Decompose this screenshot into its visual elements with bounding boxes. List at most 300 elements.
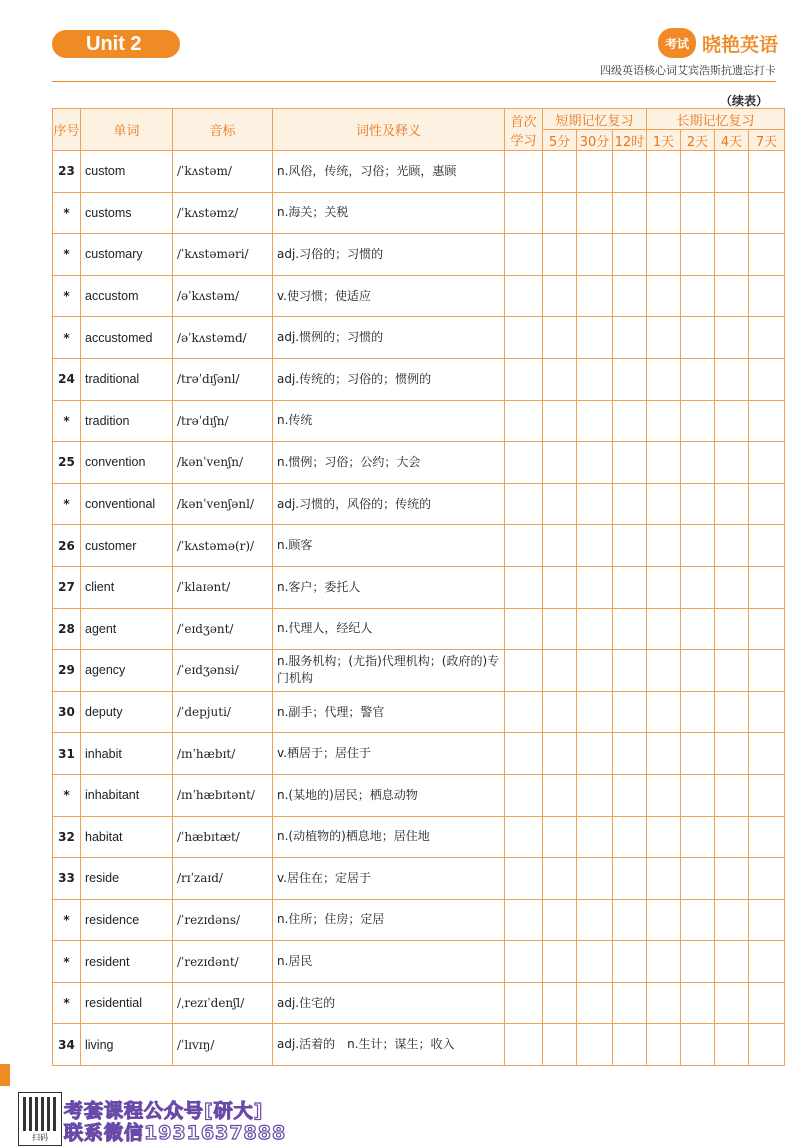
checkin-cell[interactable] <box>715 234 749 276</box>
header-divider <box>52 81 776 82</box>
header-interval: 12时 <box>613 130 647 151</box>
checkin-cell[interactable] <box>577 483 613 525</box>
checkin-cell[interactable] <box>647 442 681 484</box>
table-row <box>53 275 785 317</box>
checkin-cell[interactable] <box>543 234 577 276</box>
phonetic-text: /ˈlɪvɪŋ/ <box>173 1024 273 1066</box>
word-number: * <box>53 192 81 234</box>
checkin-cell[interactable] <box>715 608 749 650</box>
word-number: 25 <box>53 442 81 484</box>
checkin-cell[interactable] <box>543 650 577 692</box>
phonetic-text: /kənˈvenʃn/ <box>173 442 273 484</box>
word-text: agency <box>81 650 173 692</box>
unit-badge: Unit 2 <box>52 30 180 58</box>
definition-text: adj.住宅的 <box>273 982 505 1024</box>
checkin-cell[interactable] <box>613 151 647 193</box>
phonetic-text: /ɪnˈhæbɪtənt/ <box>173 774 273 816</box>
definition-text: n.惯例；习俗；公约；大会 <box>273 442 505 484</box>
definition-text: n.(某地的)居民；栖息动物 <box>273 774 505 816</box>
checkin-cell[interactable] <box>647 816 681 858</box>
checkin-cell[interactable] <box>505 400 543 442</box>
checkin-cell[interactable] <box>505 234 543 276</box>
checkin-cell[interactable] <box>715 982 749 1024</box>
checkin-cell[interactable] <box>613 483 647 525</box>
checkin-cell[interactable] <box>613 982 647 1024</box>
checkin-cell[interactable] <box>613 317 647 359</box>
table-row <box>53 234 785 276</box>
checkin-cell[interactable] <box>715 400 749 442</box>
checkin-cell[interactable] <box>715 733 749 775</box>
checkin-cell[interactable] <box>647 1024 681 1066</box>
header-short-term: 短期记忆复习 <box>543 109 647 130</box>
checkin-cell[interactable] <box>681 1024 715 1066</box>
checkin-cell[interactable] <box>715 192 749 234</box>
definition-text: n.海关；关税 <box>273 192 505 234</box>
checkin-cell[interactable] <box>681 525 715 567</box>
checkin-cell[interactable] <box>715 275 749 317</box>
checkin-cell[interactable] <box>613 192 647 234</box>
checkin-cell[interactable] <box>577 234 613 276</box>
checkin-cell[interactable] <box>577 442 613 484</box>
checkin-cell[interactable] <box>543 192 577 234</box>
definition-text: n.客户；委托人 <box>273 566 505 608</box>
checkin-cell[interactable] <box>715 816 749 858</box>
word-text: tradition <box>81 400 173 442</box>
checkin-cell[interactable] <box>577 691 613 733</box>
qr-label: 扫码 <box>32 1133 48 1142</box>
checkin-cell[interactable] <box>647 650 681 692</box>
checkin-cell[interactable] <box>715 151 749 193</box>
checkin-cell[interactable] <box>577 774 613 816</box>
definition-text: v.居住在；定居于 <box>273 858 505 900</box>
checkin-cell[interactable] <box>681 608 715 650</box>
checkin-cell[interactable] <box>613 358 647 400</box>
checkin-cell[interactable] <box>613 442 647 484</box>
checkin-cell[interactable] <box>749 650 785 692</box>
table-row <box>53 525 785 567</box>
checkin-cell[interactable] <box>505 442 543 484</box>
definition-text: n.顾客 <box>273 525 505 567</box>
phonetic-text: /ˈeɪdʒənt/ <box>173 608 273 650</box>
word-number: 28 <box>53 608 81 650</box>
definition-text: adj.习惯的，风俗的；传统的 <box>273 483 505 525</box>
checkin-cell[interactable] <box>613 816 647 858</box>
phonetic-text: /kənˈvenʃənl/ <box>173 483 273 525</box>
word-text: client <box>81 566 173 608</box>
checkin-cell[interactable] <box>577 1024 613 1066</box>
checkin-cell[interactable] <box>681 192 715 234</box>
checkin-cell[interactable] <box>647 733 681 775</box>
checkin-cell[interactable] <box>681 816 715 858</box>
checkin-cell[interactable] <box>577 733 613 775</box>
checkin-cell[interactable] <box>577 358 613 400</box>
checkin-cell[interactable] <box>505 317 543 359</box>
phonetic-text: /ˈrezɪdənt/ <box>173 941 273 983</box>
checkin-cell[interactable] <box>715 483 749 525</box>
checkin-cell[interactable] <box>613 1024 647 1066</box>
checkin-cell[interactable] <box>577 650 613 692</box>
table-row <box>53 691 785 733</box>
checkin-cell[interactable] <box>749 192 785 234</box>
checkin-cell[interactable] <box>715 858 749 900</box>
checkin-cell[interactable] <box>613 525 647 567</box>
checkin-cell[interactable] <box>505 192 543 234</box>
header-interval: 30分 <box>577 130 613 151</box>
word-text: accustom <box>81 275 173 317</box>
checkin-cell[interactable] <box>647 317 681 359</box>
definition-text: n.代理人，经纪人 <box>273 608 505 650</box>
checkin-cell[interactable] <box>505 816 543 858</box>
checkin-cell[interactable] <box>749 691 785 733</box>
checkin-cell[interactable] <box>715 774 749 816</box>
qr-code-icon <box>18 1092 62 1146</box>
word-text: living <box>81 1024 173 1066</box>
header-word: 单词 <box>81 109 173 151</box>
page-edge-tab <box>0 1064 10 1086</box>
checkin-cell[interactable] <box>543 358 577 400</box>
checkin-cell[interactable] <box>749 525 785 567</box>
checkin-cell[interactable] <box>543 483 577 525</box>
checkin-cell[interactable] <box>681 151 715 193</box>
phonetic-text: /ˈkʌstəməri/ <box>173 234 273 276</box>
checkin-cell[interactable] <box>647 691 681 733</box>
word-number: * <box>53 275 81 317</box>
checkin-cell[interactable] <box>577 982 613 1024</box>
checkin-cell[interactable] <box>715 899 749 941</box>
word-number: * <box>53 483 81 525</box>
checkin-cell[interactable] <box>681 733 715 775</box>
checkin-cell[interactable] <box>577 400 613 442</box>
checkin-cell[interactable] <box>715 358 749 400</box>
phonetic-text: /ˈklaɪənt/ <box>173 566 273 608</box>
checkin-cell[interactable] <box>715 525 749 567</box>
checkin-cell[interactable] <box>647 941 681 983</box>
checkin-cell[interactable] <box>681 650 715 692</box>
continued-label: （续表） <box>719 94 768 108</box>
checkin-cell[interactable] <box>749 566 785 608</box>
word-number: * <box>53 899 81 941</box>
checkin-cell[interactable] <box>577 192 613 234</box>
checkin-cell[interactable] <box>749 400 785 442</box>
phonetic-text: /ˈhæbɪtæt/ <box>173 816 273 858</box>
word-text: customs <box>81 192 173 234</box>
phonetic-text: /ˈkʌstəm/ <box>173 151 273 193</box>
word-number: * <box>53 774 81 816</box>
table-body <box>53 151 785 1066</box>
checkin-cell[interactable] <box>577 317 613 359</box>
checkin-cell[interactable] <box>749 317 785 359</box>
word-text: agent <box>81 608 173 650</box>
table-row <box>53 816 785 858</box>
checkin-cell[interactable] <box>749 358 785 400</box>
checkin-cell[interactable] <box>543 733 577 775</box>
checkin-cell[interactable] <box>749 858 785 900</box>
checkin-cell[interactable] <box>613 608 647 650</box>
word-text: habitat <box>81 816 173 858</box>
header-num: 序号 <box>53 109 81 151</box>
checkin-cell[interactable] <box>647 525 681 567</box>
checkin-cell[interactable] <box>577 566 613 608</box>
checkin-cell[interactable] <box>749 899 785 941</box>
table-row <box>53 317 785 359</box>
checkin-cell[interactable] <box>577 275 613 317</box>
checkin-cell[interactable] <box>505 525 543 567</box>
phonetic-text: /ɪnˈhæbɪt/ <box>173 733 273 775</box>
definition-text: adj.传统的；习俗的；惯例的 <box>273 358 505 400</box>
checkin-cell[interactable] <box>681 691 715 733</box>
table-row <box>53 192 785 234</box>
checkin-cell[interactable] <box>543 442 577 484</box>
checkin-cell[interactable] <box>577 858 613 900</box>
checkin-cell[interactable] <box>681 774 715 816</box>
checkin-cell[interactable] <box>647 192 681 234</box>
checkin-cell[interactable] <box>543 608 577 650</box>
checkin-cell[interactable] <box>715 650 749 692</box>
word-text: conventional <box>81 483 173 525</box>
phonetic-text: /ˈrezɪdəns/ <box>173 899 273 941</box>
checkin-cell[interactable] <box>681 275 715 317</box>
word-number: 27 <box>53 566 81 608</box>
phonetic-text: /trəˈdɪʃn/ <box>173 400 273 442</box>
checkin-cell[interactable] <box>749 941 785 983</box>
checkin-cell[interactable] <box>613 650 647 692</box>
checkin-cell[interactable] <box>577 151 613 193</box>
checkin-cell[interactable] <box>613 941 647 983</box>
checkin-cell[interactable] <box>543 774 577 816</box>
checkin-cell[interactable] <box>577 525 613 567</box>
phonetic-text: /trəˈdɪʃənl/ <box>173 358 273 400</box>
header-interval: 7天 <box>749 130 785 151</box>
checkin-cell[interactable] <box>681 234 715 276</box>
checkin-cell[interactable] <box>505 774 543 816</box>
checkin-cell[interactable] <box>577 608 613 650</box>
checkin-cell[interactable] <box>749 483 785 525</box>
checkin-cell[interactable] <box>647 358 681 400</box>
table-row <box>53 483 785 525</box>
table-row <box>53 1024 785 1066</box>
header-first-study: 首次学习 <box>505 109 543 151</box>
checkin-cell[interactable] <box>543 941 577 983</box>
qr-pattern <box>23 1097 57 1131</box>
phonetic-text: /ˈkʌstəmə(r)/ <box>173 525 273 567</box>
checkin-cell[interactable] <box>505 899 543 941</box>
table-row <box>53 400 785 442</box>
checkin-cell[interactable] <box>681 858 715 900</box>
checkin-cell[interactable] <box>715 317 749 359</box>
table-row <box>53 442 785 484</box>
checkin-cell[interactable] <box>715 941 749 983</box>
checkin-cell[interactable] <box>749 1024 785 1066</box>
checkin-cell[interactable] <box>647 899 681 941</box>
word-text: custom <box>81 151 173 193</box>
word-text: accustomed <box>81 317 173 359</box>
checkin-cell[interactable] <box>577 899 613 941</box>
checkin-cell[interactable] <box>647 774 681 816</box>
checkin-cell[interactable] <box>505 151 543 193</box>
checkin-cell[interactable] <box>543 566 577 608</box>
checkin-cell[interactable] <box>505 566 543 608</box>
checkin-cell[interactable] <box>681 317 715 359</box>
checkin-cell[interactable] <box>749 816 785 858</box>
checkin-cell[interactable] <box>543 275 577 317</box>
checkin-cell[interactable] <box>749 774 785 816</box>
header-interval: 4天 <box>715 130 749 151</box>
header-definition: 词性及释义 <box>273 109 505 151</box>
checkin-cell[interactable] <box>749 733 785 775</box>
checkin-cell[interactable] <box>681 400 715 442</box>
phonetic-text: /ˌrezɪˈdenʃl/ <box>173 982 273 1024</box>
checkin-cell[interactable] <box>543 151 577 193</box>
table-row <box>53 650 785 692</box>
word-number: * <box>53 317 81 359</box>
header-long-term: 长期记忆复习 <box>647 109 785 130</box>
checkin-cell[interactable] <box>505 483 543 525</box>
checkin-cell[interactable] <box>543 317 577 359</box>
checkin-cell[interactable] <box>543 899 577 941</box>
checkin-cell[interactable] <box>749 442 785 484</box>
table-row <box>53 982 785 1024</box>
checkin-cell[interactable] <box>613 899 647 941</box>
word-number: * <box>53 941 81 983</box>
checkin-cell[interactable] <box>647 608 681 650</box>
definition-text: n.传统 <box>273 400 505 442</box>
word-number: 24 <box>53 358 81 400</box>
checkin-cell[interactable] <box>543 816 577 858</box>
checkin-cell[interactable] <box>577 816 613 858</box>
checkin-cell[interactable] <box>505 358 543 400</box>
word-text: inhabitant <box>81 774 173 816</box>
checkin-cell[interactable] <box>543 982 577 1024</box>
checkin-cell[interactable] <box>681 899 715 941</box>
header-phonetic: 音标 <box>173 109 273 151</box>
checkin-cell[interactable] <box>647 234 681 276</box>
word-number: * <box>53 234 81 276</box>
definition-text: adj.惯例的；习惯的 <box>273 317 505 359</box>
definition-text: n.风俗，传统，习俗；光顾，惠顾 <box>273 151 505 193</box>
checkin-cell[interactable] <box>681 358 715 400</box>
table-row <box>53 358 785 400</box>
table-row <box>53 608 785 650</box>
checkin-cell[interactable] <box>647 483 681 525</box>
checkin-cell[interactable] <box>715 1024 749 1066</box>
checkin-cell[interactable] <box>505 650 543 692</box>
checkin-cell[interactable] <box>749 275 785 317</box>
checkin-cell[interactable] <box>613 400 647 442</box>
checkin-cell[interactable] <box>715 566 749 608</box>
checkin-cell[interactable] <box>749 982 785 1024</box>
checkin-cell[interactable] <box>681 566 715 608</box>
checkin-cell[interactable] <box>613 566 647 608</box>
word-number: 29 <box>53 650 81 692</box>
word-text: residence <box>81 899 173 941</box>
checkin-cell[interactable] <box>505 275 543 317</box>
checkin-cell[interactable] <box>577 941 613 983</box>
brand-logo-icon: 考试 <box>658 28 696 58</box>
checkin-cell[interactable] <box>543 858 577 900</box>
checkin-cell[interactable] <box>647 566 681 608</box>
checkin-cell[interactable] <box>749 234 785 276</box>
checkin-cell[interactable] <box>647 151 681 193</box>
word-text: residential <box>81 982 173 1024</box>
checkin-cell[interactable] <box>505 691 543 733</box>
checkin-cell[interactable] <box>715 442 749 484</box>
checkin-cell[interactable] <box>613 733 647 775</box>
word-number: 33 <box>53 858 81 900</box>
word-number: 23 <box>53 151 81 193</box>
checkin-cell[interactable] <box>749 608 785 650</box>
definition-text: n.服务机构；(尤指)代理机构；(政府的)专门机构 <box>273 650 505 692</box>
header-interval: 2天 <box>681 130 715 151</box>
checkin-cell[interactable] <box>543 1024 577 1066</box>
checkin-cell[interactable] <box>647 400 681 442</box>
word-text: resident <box>81 941 173 983</box>
definition-text: n.(动植物的)栖息地；居住地 <box>273 816 505 858</box>
word-number: * <box>53 982 81 1024</box>
definition-text: n.副手；代理；警官 <box>273 691 505 733</box>
checkin-cell[interactable] <box>681 483 715 525</box>
checkin-cell[interactable] <box>613 275 647 317</box>
word-text: deputy <box>81 691 173 733</box>
checkin-cell[interactable] <box>543 525 577 567</box>
checkin-cell[interactable] <box>613 691 647 733</box>
checkin-cell[interactable] <box>505 858 543 900</box>
checkin-cell[interactable] <box>505 941 543 983</box>
table-row <box>53 151 785 193</box>
phonetic-text: /ˈdepjuti/ <box>173 691 273 733</box>
definition-text: adj.习俗的；习惯的 <box>273 234 505 276</box>
checkin-cell[interactable] <box>715 691 749 733</box>
checkin-cell[interactable] <box>613 774 647 816</box>
table-row <box>53 774 785 816</box>
phonetic-text: /əˈkʌstəmd/ <box>173 317 273 359</box>
word-text: traditional <box>81 358 173 400</box>
watermark-bar <box>0 1088 320 1148</box>
checkin-cell[interactable] <box>505 982 543 1024</box>
checkin-cell[interactable] <box>543 400 577 442</box>
header-interval: 1天 <box>647 130 681 151</box>
checkin-cell[interactable] <box>647 858 681 900</box>
phonetic-text: /ˈkʌstəmz/ <box>173 192 273 234</box>
checkin-cell[interactable] <box>505 608 543 650</box>
checkin-cell[interactable] <box>681 982 715 1024</box>
word-text: inhabit <box>81 733 173 775</box>
checkin-cell[interactable] <box>613 234 647 276</box>
checkin-cell[interactable] <box>749 151 785 193</box>
table-row <box>53 858 785 900</box>
table-row <box>53 566 785 608</box>
header-interval: 5分 <box>543 130 577 151</box>
word-text: customer <box>81 525 173 567</box>
word-text: convention <box>81 442 173 484</box>
table-row <box>53 899 785 941</box>
word-number: 31 <box>53 733 81 775</box>
table-row <box>53 733 785 775</box>
checkin-cell[interactable] <box>647 275 681 317</box>
checkin-cell[interactable] <box>505 733 543 775</box>
watermark-line-1: 考套课程公众号[研大] <box>64 1100 264 1122</box>
checkin-cell[interactable] <box>543 691 577 733</box>
word-text: customary <box>81 234 173 276</box>
checkin-cell[interactable] <box>681 941 715 983</box>
checkin-cell[interactable] <box>613 858 647 900</box>
definition-text: v.使习惯；使适应 <box>273 275 505 317</box>
definition-text: v.栖居于；居住于 <box>273 733 505 775</box>
word-number: 32 <box>53 816 81 858</box>
checkin-cell[interactable] <box>681 442 715 484</box>
checkin-cell[interactable] <box>505 1024 543 1066</box>
brand-name: 晓艳英语 <box>701 33 778 56</box>
checkin-cell[interactable] <box>647 982 681 1024</box>
